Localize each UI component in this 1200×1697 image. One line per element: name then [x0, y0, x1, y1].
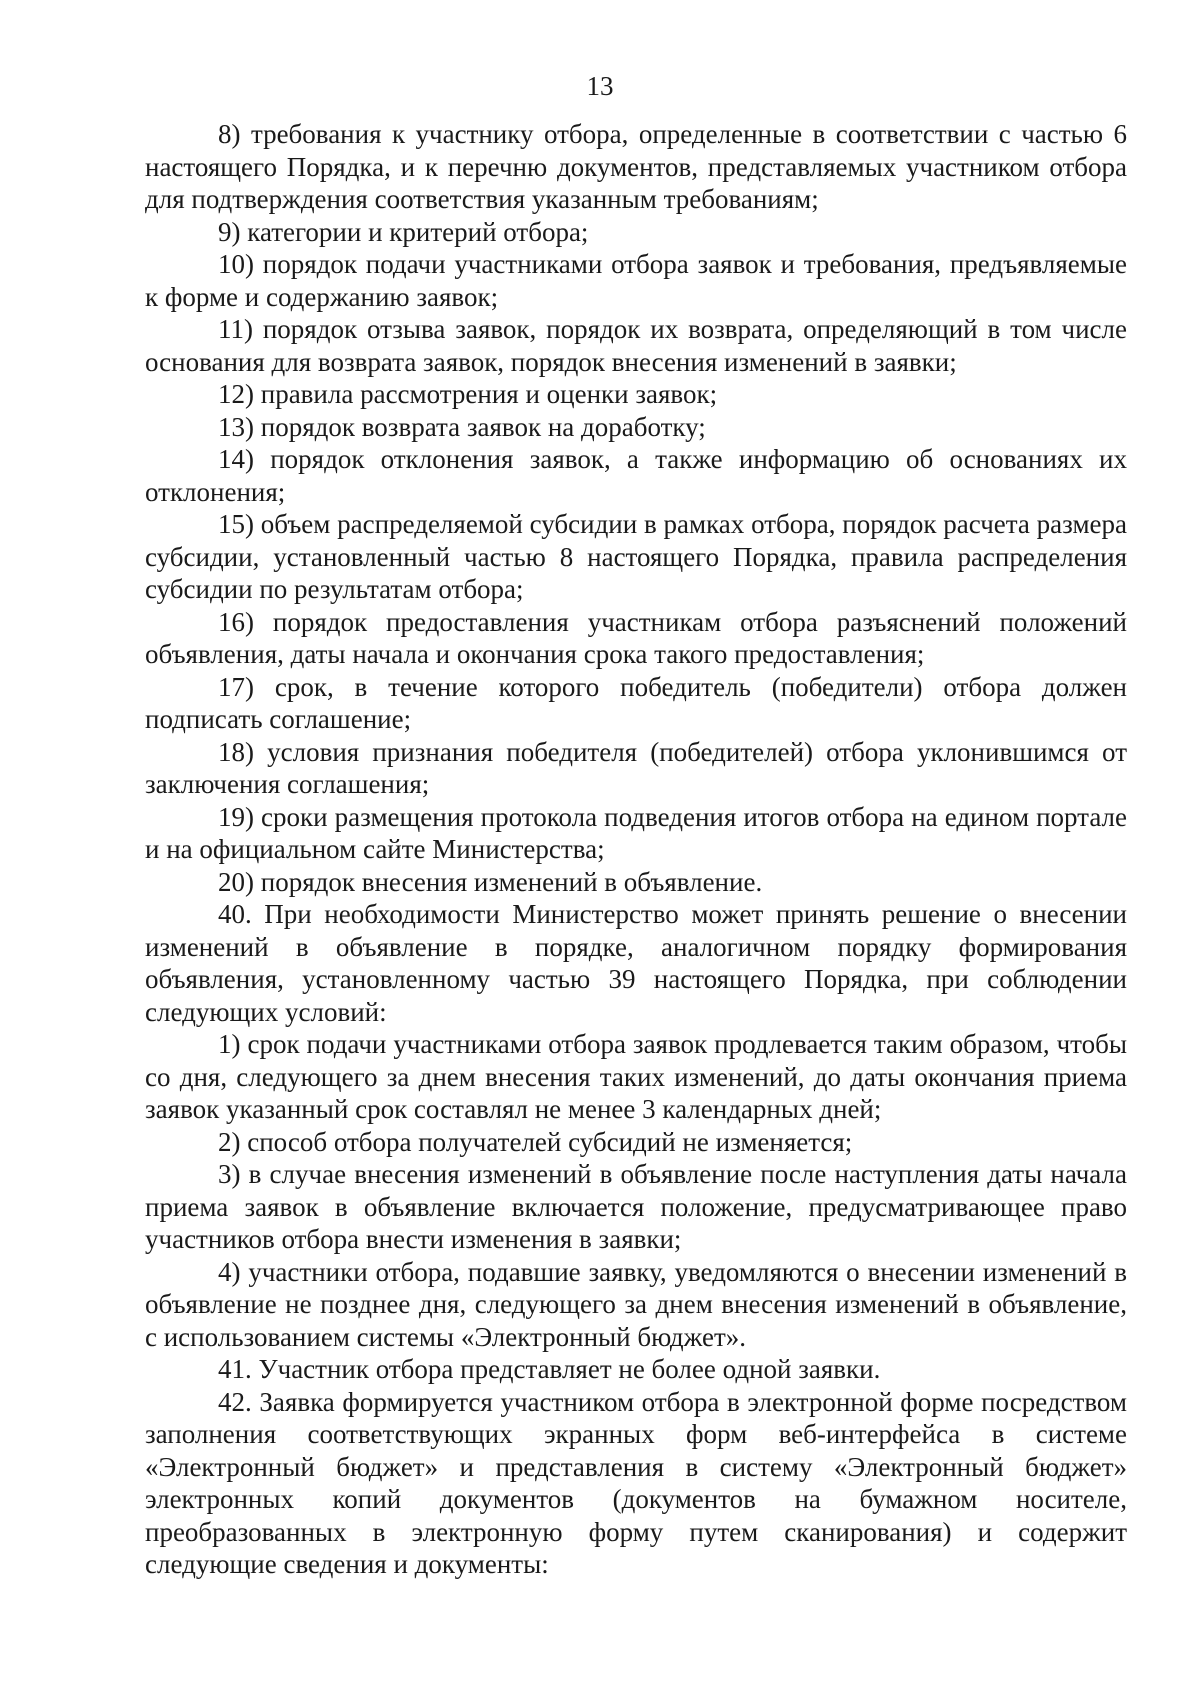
paragraph-condition-2: 2) способ отбора получателей субсидий не изменяется;: [218, 1126, 853, 1157]
paragraph-section-41: 41. Участник отбора представляет не более одной заявки.: [218, 1354, 881, 1384]
paragraph-item-8: 8) требования к участнику отбора, определенные в соответствии с частью 6 настоящего Порядка, и к перечню документов, представляемых участником отбора для подтверждения соответствия указанным требованиям;: [145, 119, 1127, 214]
paragraph-item-16: 16) порядок предоставления участникам отбора разъяснений положений объявления, даты начала и окончания срока такого предоставления;: [145, 606, 1127, 669]
paragraph-item-14: 14) порядок отклонения заявок, а также информацию об основаниях их отклонения;: [145, 444, 1127, 507]
paragraph-item-15: 15) объем распределяемой субсидии в рамках отбора, порядок расчета размера субсидии, установленный частью 8 настоящего Порядка, правила распределения субсидии по результатам отбора;: [145, 509, 1127, 604]
paragraph-condition-4: 4) участники отбора, подавшие заявку, уведомляются о внесении изменений в объявление не позднее дня, следующего за днем внесения изменений в объявление, с использованием системы «Электронный бюджет».: [145, 1256, 1127, 1352]
paragraph-section-40: 40. При необходимости Министерство может принять решение о внесении изменений в объявление в порядке, аналогичном порядку формирования объявления, установленному частью 39 настоящего Порядка, при соблюдении следующих условий:: [145, 899, 1127, 1027]
paragraph-item-13: 13) порядок возврата заявок на доработку;: [218, 411, 706, 442]
paragraph-item-10: 10) порядок подачи участниками отбора заявок и требования, предъявляемые к форме и содержанию заявок;: [145, 249, 1127, 312]
paragraph-item-12: 12) правила рассмотрения и оценки заявок;: [218, 379, 718, 409]
paragraph-item-17: 17) срок, в течение которого победитель (победители) отбора должен подписать соглашение;: [145, 671, 1127, 734]
paragraph-section-42: 42. Заявка формируется участником отбора в электронной форме посредством заполнения соответствующих экранных форм веб-интерфейса в системе «Электронный бюджет» и представления в систему «Электронный бюджет» электронных копий документов (документов на бумажном носителе, преобразованных в электронную форму путем сканирования) и содержит следующие сведения и документы:: [145, 1386, 1127, 1579]
paragraph-item-18: 18) условия признания победителя (победителей) отбора уклонившимся от заключения соглашения;: [145, 736, 1127, 799]
paragraph-item-19: 19) сроки размещения протокола подведения итогов отбора на едином портале и на официальном сайте Министерства;: [145, 801, 1127, 864]
paragraph-item-11: 11) порядок отзыва заявок, порядок их возврата, определяющий в том числе основания для возврата заявок, порядок внесения изменений в заявки;: [145, 314, 1127, 377]
paragraph-item-9: 9) категории и критерий отбора;: [218, 216, 589, 247]
paragraph-item-20: 20) порядок внесения изменений в объявление.: [218, 866, 763, 897]
document-body: [145, 118, 1127, 1581]
paragraph-condition-3: 3) в случае внесения изменений в объявление после наступления даты начала приема заявок в объявление включается положение, предусматривающее право участников отбора внести изменения в заявки;: [145, 1159, 1127, 1254]
paragraph-condition-1: 1) срок подачи участниками отбора заявок продлевается таким образом, чтобы со дня, следующего за днем внесения таких изменений, до даты окончания приема заявок указанный срок составлял не менее 3 календарных дней;: [145, 1029, 1127, 1124]
page-number: 13: [586, 71, 614, 101]
